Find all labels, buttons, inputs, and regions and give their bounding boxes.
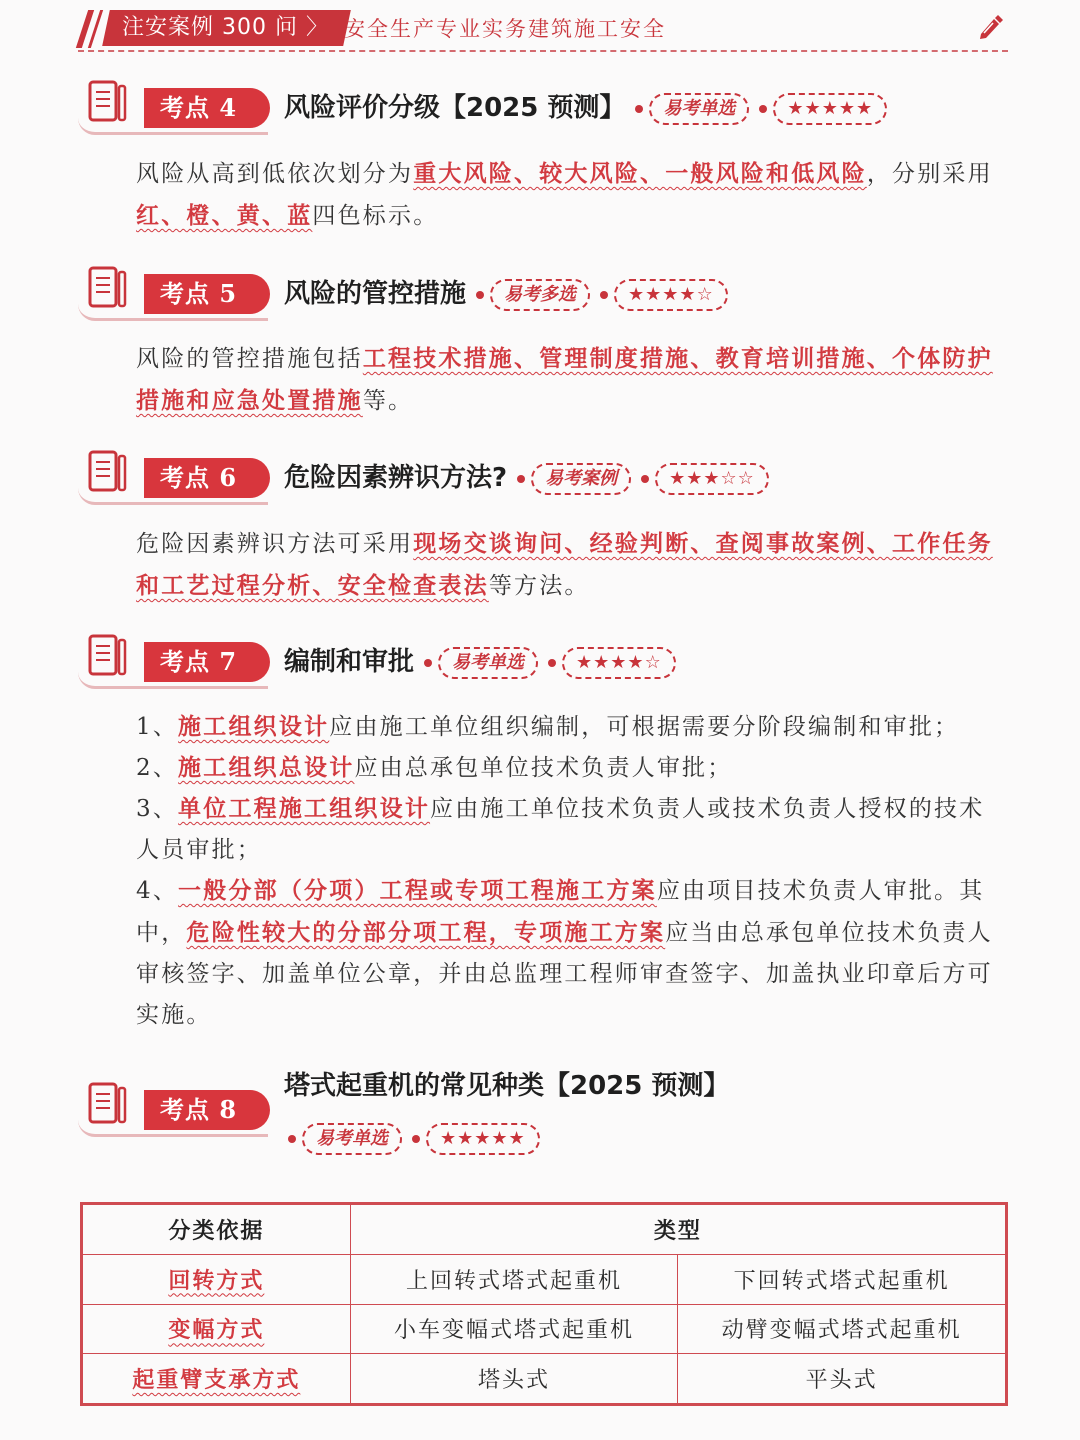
table-basis-label: 变幅方式 (168, 1317, 265, 1344)
paragraph (136, 523, 1006, 607)
table-cell-basis (83, 1304, 351, 1354)
section-badge-label: 考点 5 (144, 274, 270, 314)
section-badge-label: 考点 8 (144, 1090, 270, 1130)
body-text: 3、 (136, 796, 179, 822)
table-cell: 小车变幅式塔式起重机 (350, 1304, 678, 1354)
section-badge-label: 考点 7 (144, 642, 270, 682)
exam-tag: 易考单选 (649, 93, 749, 125)
exam-tag: 易考单选 (302, 1123, 402, 1155)
table-basis-label: 回转方式 (168, 1267, 265, 1294)
body-text: 等。 (362, 388, 414, 414)
highlight-text: 一般分部（分项）工程或专项工程施工方案 (178, 877, 657, 904)
highlight-text: 红、橙、黄、蓝 (136, 202, 313, 229)
highlight-text: 施工组织总设计 (178, 754, 355, 781)
star-rating: ★★★★☆ (614, 279, 728, 311)
body-text: 应由总承包单位技术负责人审批； (354, 755, 733, 781)
section-title-row (284, 460, 769, 496)
header-tab-label: 注安案例 300 问 〉 (122, 15, 329, 40)
paragraph (136, 338, 1006, 422)
section-title: 风险评价分级【2025 预测】 (284, 93, 626, 123)
page-header (78, 6, 1008, 50)
table-basis-label: 起重臂支承方式 (132, 1367, 301, 1394)
section-badge (78, 448, 278, 504)
star-rating: ★★★★★ (426, 1123, 540, 1155)
body-text: 2、 (136, 755, 179, 781)
body-text: 应当由总承包单位技术负责人审核签字、加盖单位公章，并由总监理工程师审查签字、加盖执业印章后方可实施。 (136, 920, 993, 1028)
highlight-text: 工程技术措施、管理制度措施、教育培训措施、个体防护措施和应急处置措施 (136, 345, 993, 414)
body-text: 应由施工单位组织编制，可根据需要分阶段编制和审批； (329, 714, 960, 740)
section-badge (78, 1080, 278, 1136)
body-text: 1、 (136, 714, 179, 740)
body-text: ，分别采用 (866, 161, 993, 187)
body-text: 应由施工单位技术负责人或技术负责人授权的技术人员审批； (136, 796, 985, 863)
section-title: 编制和审批 (284, 647, 415, 677)
pencil-icon (978, 14, 1004, 40)
star-rating: ★★★★☆ (562, 647, 676, 679)
exam-tag: 易考案例 (531, 463, 631, 495)
section-badge (78, 632, 278, 688)
body-text: 风险的管控措施包括 (136, 346, 363, 372)
section-badge-label: 考点 4 (144, 88, 270, 128)
star-rating: ★★★☆☆ (655, 463, 769, 495)
body-text: 4、 (136, 878, 179, 904)
section-badge (78, 78, 278, 134)
highlight-text: 危险性较大的分部分项工程，专项施工方案 (186, 919, 666, 946)
body-text: 应由项目技术负责人审批。其中， (136, 878, 985, 946)
highlight-text: 单位工程施工组织设计 (178, 795, 431, 822)
table-cell: 动臂变幅式塔式起重机 (678, 1304, 1006, 1354)
section-title: 危险因素辨识方法? (284, 463, 508, 493)
section-tag-row (278, 1120, 540, 1156)
body-text: 风险从高到低依次划分为 (136, 161, 414, 187)
paragraph (136, 870, 1006, 1036)
paragraph (136, 706, 1006, 748)
table-cell-basis (83, 1254, 351, 1304)
crane-type-table (80, 1202, 1008, 1406)
table-row (83, 1304, 1006, 1354)
table-cell: 下回转式塔式起重机 (678, 1254, 1006, 1304)
section-badge (78, 264, 278, 320)
paragraph (136, 153, 1006, 237)
table-cell: 平头式 (678, 1354, 1006, 1404)
table-header-basis: 分类依据 (83, 1205, 351, 1255)
table-header-type: 类型 (350, 1205, 1005, 1255)
section-title: 风险的管控措施 (284, 279, 467, 309)
table-cell: 塔头式 (350, 1354, 678, 1404)
highlight-text: 现场交谈询问、经验判断、查阅事故案例、工作任务和工艺过程分析、安全检查表法 (136, 530, 993, 599)
table-header-row (83, 1205, 1006, 1255)
exam-tag: 易考单选 (438, 647, 538, 679)
body-text: 四色标示。 (312, 203, 439, 229)
header-divider (78, 50, 1008, 52)
highlight-text: 施工组织设计 (178, 713, 330, 740)
section-title-row (284, 90, 887, 126)
paragraph (136, 788, 1006, 871)
table-row (83, 1354, 1006, 1404)
header-subtitle: 安全生产专业实务建筑施工安全 (344, 17, 666, 41)
section-title-row (284, 644, 676, 680)
section-title: 塔式起重机的常见种类【2025 预测】 (284, 1071, 730, 1101)
section-badge-label: 考点 6 (144, 458, 270, 498)
exam-tag: 易考多选 (490, 279, 590, 311)
table-cell: 上回转式塔式起重机 (350, 1254, 678, 1304)
table-row (83, 1254, 1006, 1304)
section-title-row (284, 276, 728, 312)
paragraph (136, 747, 1006, 789)
highlight-text: 重大风险、较大风险、一般风险和低风险 (413, 160, 867, 187)
body-text: 等方法。 (488, 573, 590, 599)
body-text: 危险因素辨识方法可采用 (136, 531, 414, 557)
header-tab (102, 10, 351, 46)
star-rating: ★★★★★ (773, 93, 887, 125)
table-cell-basis (83, 1354, 351, 1404)
